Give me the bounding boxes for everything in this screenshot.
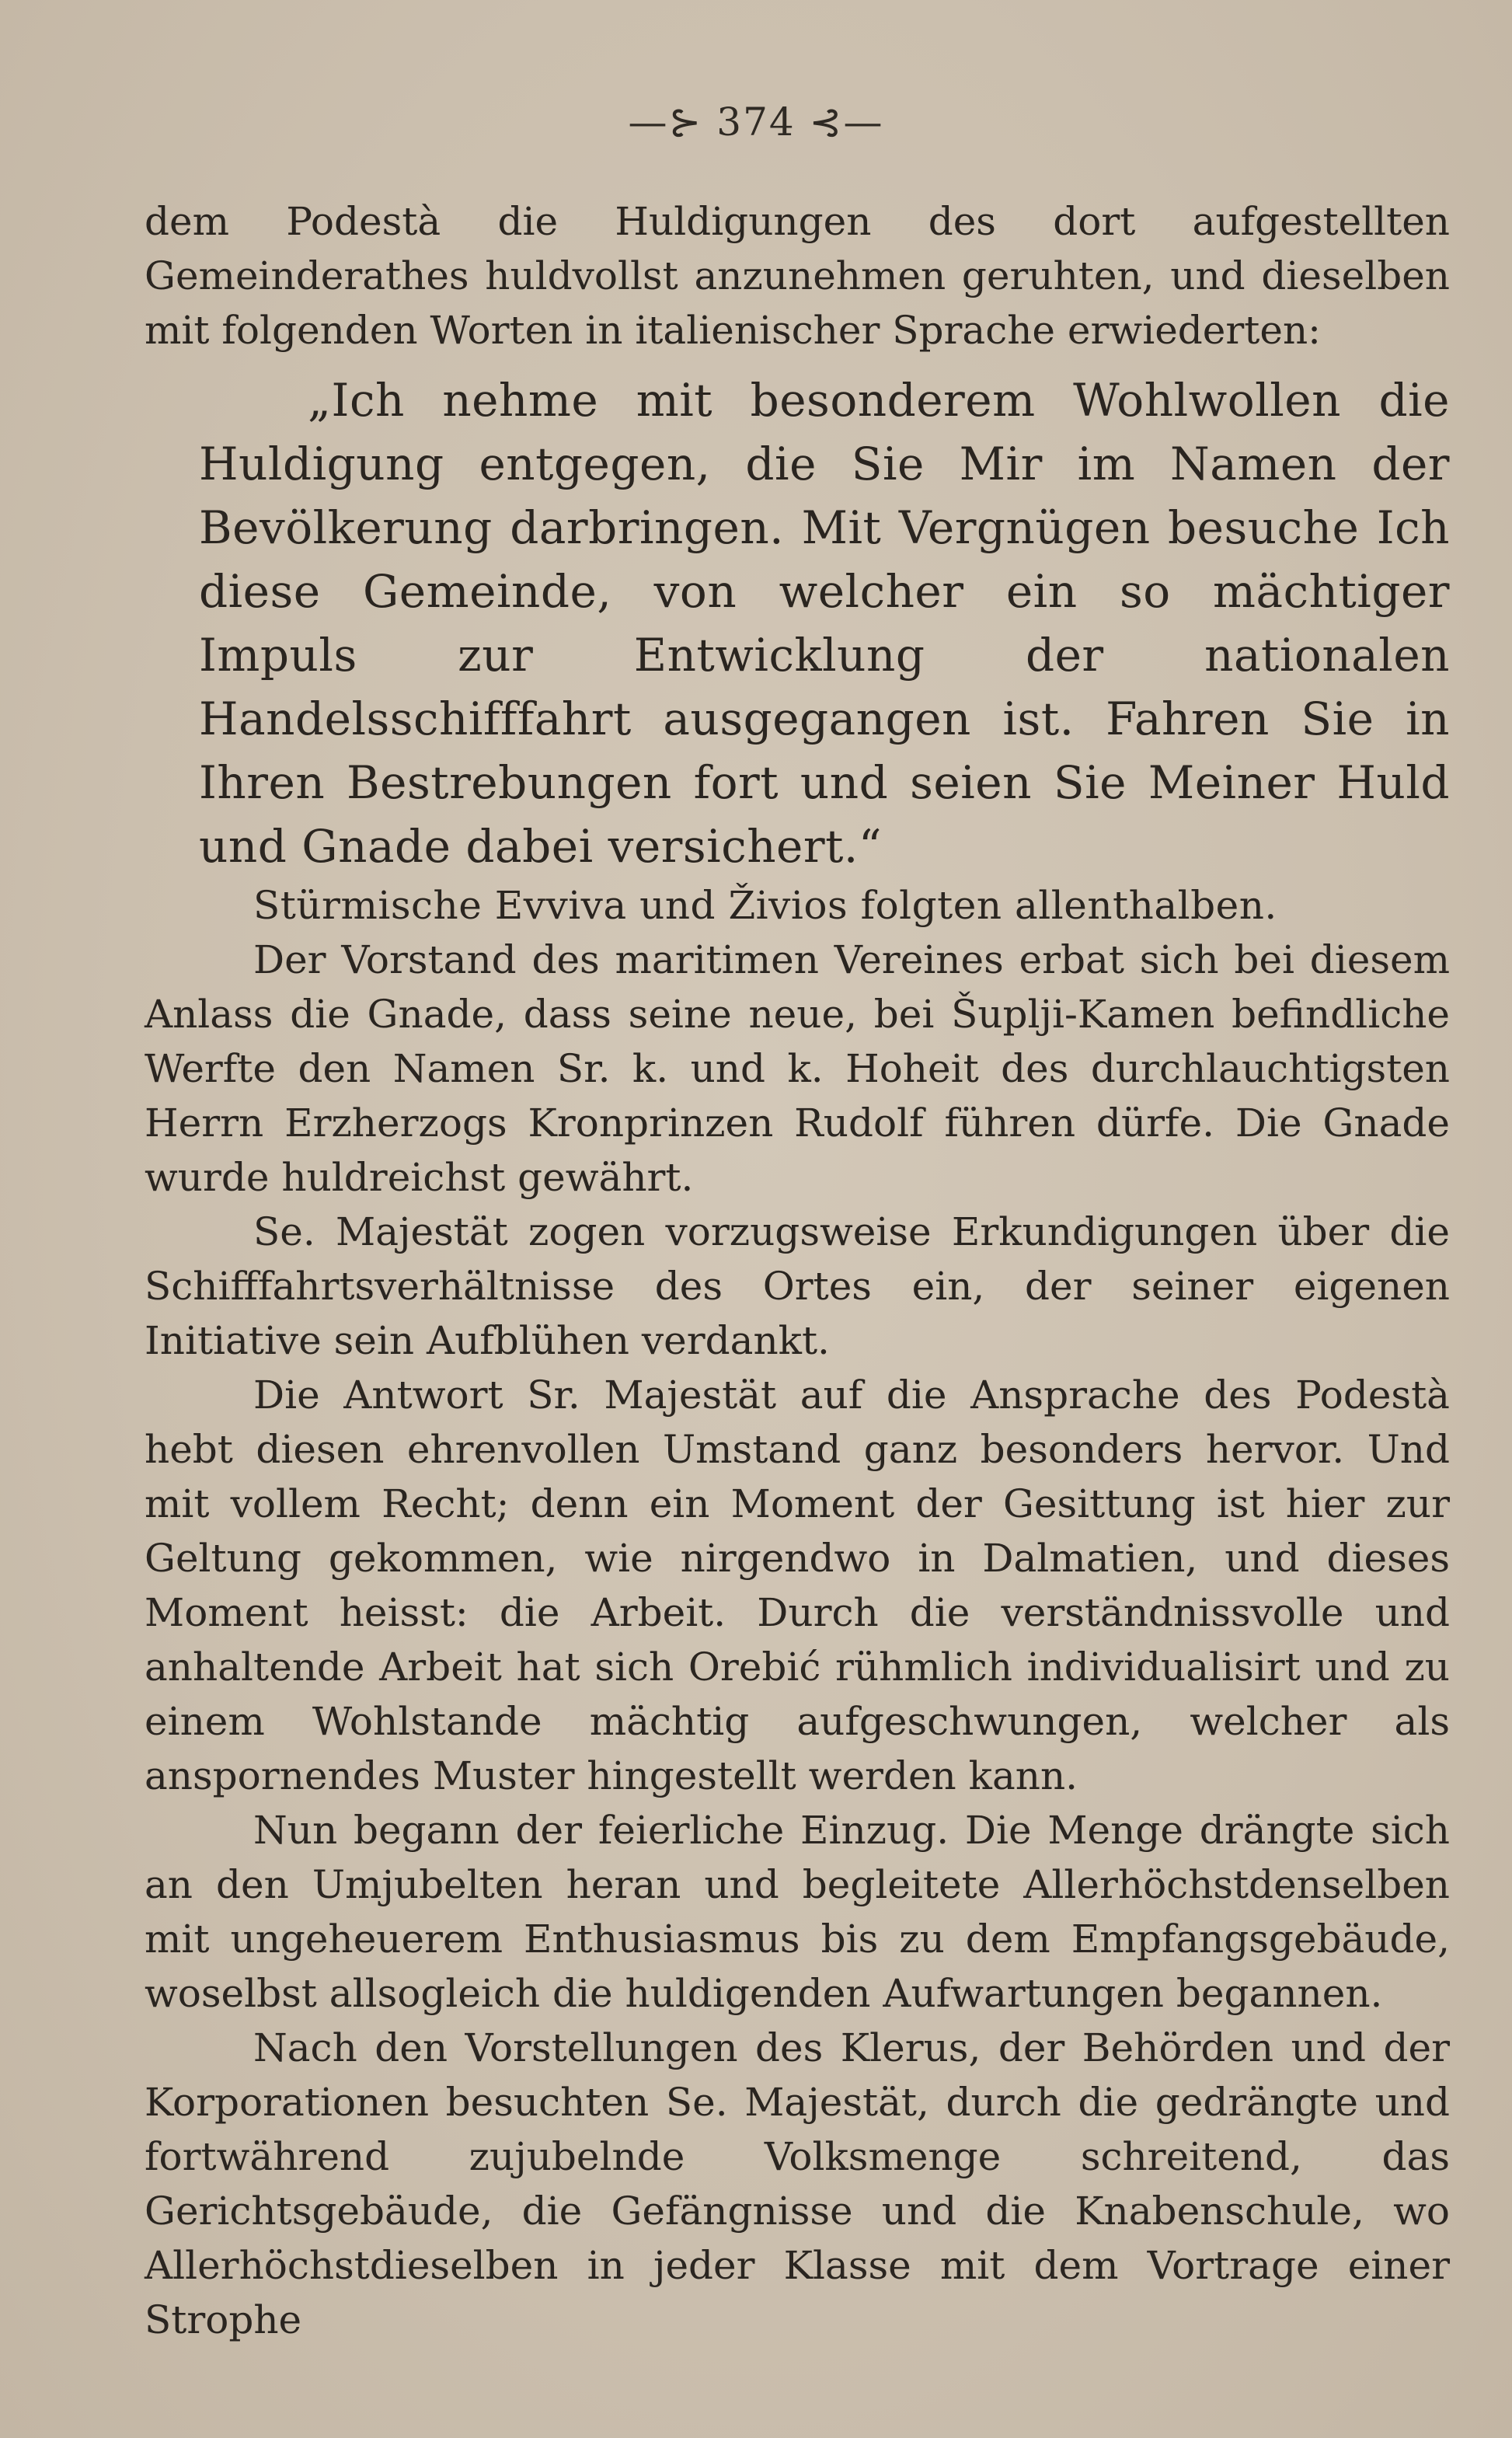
paragraph-visits: Nach den Vorstellungen des Klerus, der Behörden und der Korporationen besuchten Se. Majestät, durch die gedrängte und fortwährend zujubelnde Volksmenge schreitend, das Gerichtsgebäude, die Gefängnisse und die Knabenschule, wo Allerhöchstdieselben in jeder Klasse mit dem Vortrage einer Strophe: [145, 2025, 1450, 2342]
imperial-quote-block: [199, 368, 1450, 878]
imperial-quote: „Ich nehme mit besonderem Wohlwollen die Huldigung entgegen, die Sie Mir im Namen der Bevölkerung darbringen. Mit Vergnügen besuche Ich diese Gemeinde, von welcher ein so mächtiger Impuls zur Entwicklung der nationalen Handelsschifffahrt ausgegangen ist. Fahren Sie in Ihren Bestrebungen fort und seien Sie Meiner Huld und Gnade dabei versichert.“: [199, 374, 1450, 873]
paragraph-answer: Die Antwort Sr. Majestät auf die Ansprache des Podestà hebt diesen ehrenvollen Umstand ganz besonders hervor. Und mit vollem Recht; denn ein Moment der Gesittung ist hier zur Geltung gekommen, wie nirgendwo in Dalmatien, und dieses Moment heisst: die Arbeit. Durch die verständnissvolle und anhaltende Arbeit hat sich Orebić rühmlich individualisirt und zu einem Wohlstande mächtig aufgeschwungen, welcher als anspornendes Muster hingestellt werden kann.: [145, 1372, 1450, 1798]
page-number: —⊱ 374 ⊰—: [628, 99, 884, 145]
paragraph-continuation: dem Podestà die Huldigungen des dort aufgestellten Gemeinderathes huldvollst anzunehmen geruhten, und dieselben mit folgenden Worten in italienischer Sprache erwiederten:: [145, 199, 1450, 353]
paragraph-entry: Nun begann der feierliche Einzug. Die Menge drängte sich an den Umjubelten heran und begleitete Allerhöchstdenselben mit ungeheuerem Enthusiasmus bis zu dem Empfangsgebäude, woselbst allsogleich die huldigenden Aufwartungen begannen.: [145, 1808, 1450, 2016]
page-body: [145, 194, 1450, 2347]
paragraph-inquiries: Se. Majestät zogen vorzugsweise Erkundigungen über die Schifffahrtsverhältnisse des Ortes ein, der seiner eigenen Initiative sein Aufblühen verdankt.: [145, 1209, 1450, 1363]
paragraph-shipyard: Der Vorstand des maritimen Vereines erbat sich bei diesem Anlass die Gnade, dass seine neue, bei Šuplji-Kamen befindliche Werfte den Namen Sr. k. und k. Hoheit des durchlauchtigsten Herrn Erzherzogs Kronprinzen Rudolf führen dürfe. Die Gnade wurde huldreichst gewährt.: [145, 937, 1450, 1200]
paragraph-acclaim: Stürmische Evviva und Živios folgten allenthalben.: [253, 883, 1277, 928]
